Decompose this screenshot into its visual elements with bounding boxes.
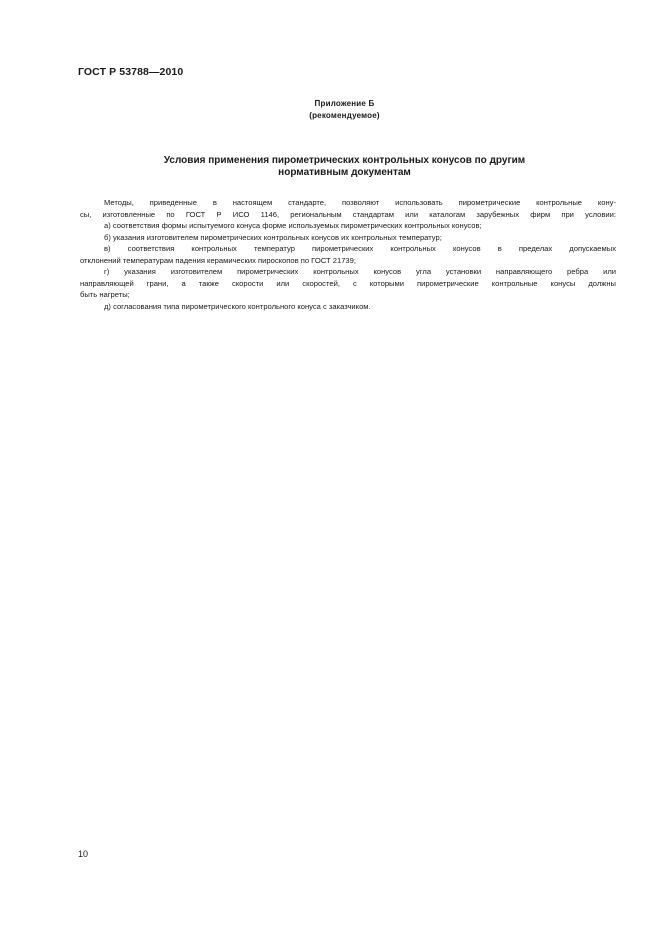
list-item-a: а) соответствия формы испытуемого конуса форме используемых пирометрических контрольных конусов; — [104, 221, 482, 230]
appendix-heading — [0, 98, 661, 121]
page-number: 10 — [78, 849, 89, 859]
body-text — [80, 197, 616, 312]
list-item-b: б) указания изготовителем пирометрических контрольных конусов их контрольных температур; — [104, 232, 442, 242]
list-item-c-continued: отклонений температурам падения керамических пироскопов по ГОСТ 21739; — [80, 255, 356, 265]
appendix-label: Приложение Б — [314, 99, 375, 108]
section-title — [0, 155, 661, 179]
body-line: сы, изготовленные по ГОСТ Р ИСО 1146, региональным стандартам или каталогам зарубежных фирм при условии: — [80, 209, 616, 219]
list-item-d: д) согласования типа пирометрического контрольного конуса с заказчиком. — [104, 301, 371, 311]
list-item-g-continued: направляющей грани, а также скорости или скоростей, с которыми пирометрические контрольные конусы должны — [80, 278, 616, 288]
list-item-g: г) указания изготовителем пирометрических контрольных конусов угла установки направляющего ребра или — [104, 267, 616, 276]
list-item-c: в) соответствия контрольных температур пирометрических контрольных конусов в пределах допускаемых — [104, 244, 616, 253]
list-item-g-continued: быть нагреты; — [80, 290, 130, 299]
appendix-status: (рекомендуемое) — [309, 110, 380, 120]
section-title-line-1: Условия применения пирометрических контрольных конусов по другим — [163, 155, 526, 166]
document-id: ГОСТ Р 53788—2010 — [78, 66, 184, 78]
section-title-line-2: нормативным документам — [278, 167, 411, 178]
body-line: Методы, приведенные в настоящем стандарте, позволяют использовать пирометрические контрольные кону- — [104, 198, 616, 207]
